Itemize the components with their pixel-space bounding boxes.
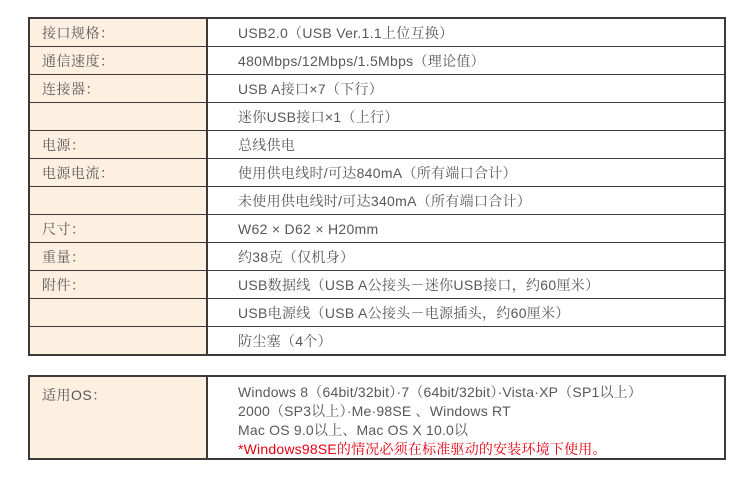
product-spec-table xyxy=(28,17,726,356)
spec-value-accessory-power-cable: USB电源线（USB A公接头－电源插头，约60厘米） xyxy=(208,299,724,326)
table-row xyxy=(30,242,724,270)
spec-value-connector-upstream: 迷你USB接口×1（上行） xyxy=(208,103,724,130)
table-row xyxy=(30,46,724,74)
spec-value-current-with-cable: 使用供电线时/可达840mA（所有端口合计） xyxy=(208,159,724,186)
spec-label-accessories: 附件： xyxy=(30,271,208,298)
spec-label-power: 电源： xyxy=(30,131,208,158)
spec-value-accessory-dust-caps: 防尘塞（4个） xyxy=(208,327,724,354)
os-label: 适用OS： xyxy=(30,377,208,458)
spec-label-connector: 连接器： xyxy=(30,75,208,102)
os-line-windows-modern: Windows 8（64bit/32bit）·7（64bit/32bit）·Vista·XP（SP1以上） xyxy=(238,384,643,400)
table-row xyxy=(30,102,724,130)
spec-label-dimensions: 尺寸： xyxy=(30,215,208,242)
spec-label-empty xyxy=(30,327,208,354)
spec-label-current: 电源电流： xyxy=(30,159,208,186)
spec-value-interface: USB2.0（USB Ver.1.1上位互换） xyxy=(208,19,724,46)
spec-label-weight: 重量： xyxy=(30,243,208,270)
os-warning-note: *Windows98SE的情况必须在标准驱动的安装环境下使用。 xyxy=(238,441,607,457)
table-row xyxy=(30,19,724,46)
table-row xyxy=(30,74,724,102)
spec-label-speed: 通信速度： xyxy=(30,47,208,74)
table-row xyxy=(30,326,724,354)
table-row xyxy=(30,158,724,186)
spec-value-power: 总线供电 xyxy=(208,131,724,158)
table-row xyxy=(30,186,724,214)
spec-label-empty xyxy=(30,187,208,214)
spec-value-accessory-data-cable: USB数据线（USB A公接头－迷你USB接口，约60厘米） xyxy=(208,271,724,298)
spec-value-weight: 约38克（仅机身） xyxy=(208,243,724,270)
spec-value-speed: 480Mbps/12Mbps/1.5Mbps（理论值） xyxy=(208,47,724,74)
spec-label-empty xyxy=(30,299,208,326)
os-line-windows-legacy: 2000（SP3以上）·Me·98SE 、Windows RT xyxy=(238,403,511,419)
os-value xyxy=(208,377,724,458)
os-line-mac: Mac OS 9.0以上、Mac OS X 10.0以 xyxy=(238,422,469,438)
table-row xyxy=(30,298,724,326)
spec-value-connector-downstream: USB A接口×7（下行） xyxy=(208,75,724,102)
table-row xyxy=(30,130,724,158)
spec-label-empty xyxy=(30,103,208,130)
supported-os-table xyxy=(28,375,726,460)
spec-label-interface: 接口规格： xyxy=(30,19,208,46)
table-row xyxy=(30,214,724,242)
spec-value-current-without-cable: 未使用供电线时/可达340mA（所有端口合计） xyxy=(208,187,724,214)
table-row xyxy=(30,270,724,298)
spec-value-dimensions: W62 × D62 × H20mm xyxy=(208,215,724,242)
